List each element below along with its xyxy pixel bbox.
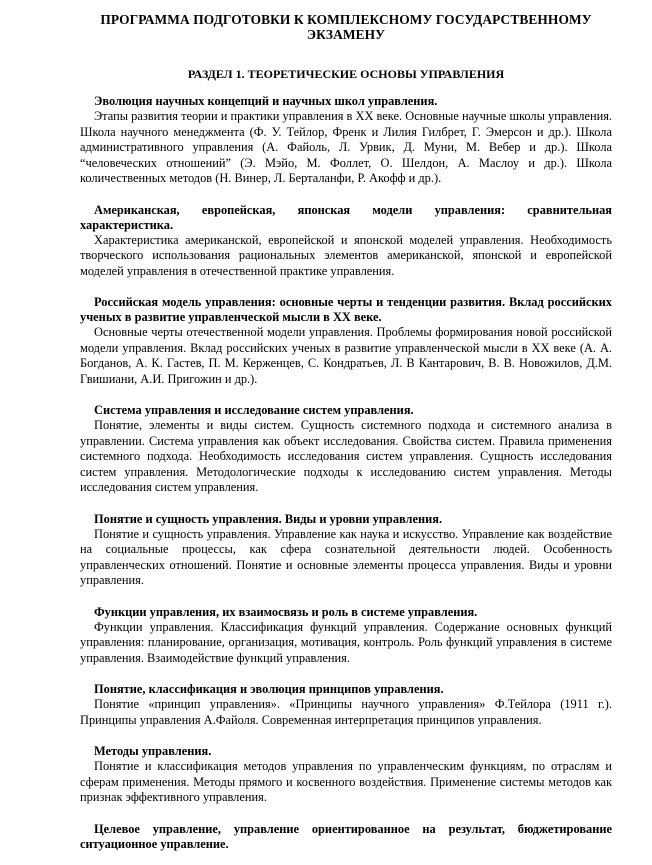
topic-heading: Целевое управление, управление ориентированное на результат, бюджетирование ситуационное управление. [80,821,612,851]
topic-heading: Система управления и исследование систем управления. [94,403,414,417]
topic-body: Характеристика американской, европейской и японской моделей управления. Необходимость творческого использования рациональных элементов американской, японской и европейской моделей управления в отечественной практике управления. [80,232,612,278]
topic-heading: Функции управления, их взаимосвязь и роль в системе управления. [94,604,478,619]
topic-block-models-comparison [80,203,612,280]
document-title: ПРОГРАММА ПОДГОТОВКИ К КОМПЛЕКСНОМУ ГОСУДАРСТВЕННОМУ ЭКЗАМЕНУ [100,12,592,42]
topic-heading: Американская, европейская, японская модели управления: сравнительная характеристика. [80,202,612,232]
topic-block-targeted-management [80,822,612,852]
topic-block-management-functions [80,605,612,667]
topic-heading: Эволюция научных концепций и научных школ управления. [94,94,438,108]
topic-body: Понятие и сущность управления. Управление как наука и искусство. Управление как воздействие на социальные процессы, как сфера сознательной деятельности людей. Особенность управленческих отношений. Понятие и основные элементы процесса управления. Виды и уровни управления. [80,526,612,587]
topic-body: Понятие, элементы и виды систем. Сущность системного подхода и системного анализа в управлении. Система управления как объект исследования. Свойства систем. Правила применения системного подхода. Необходимость исследования систем управления. Сущность исследования систем управления. Методологические подходы к исследованию систем управления. Методы исследования систем управления. [80,418,612,494]
topic-body: Понятие «принцип управления». «Принципы научного управления» Ф.Тейлора (1911 г.). Принципы управления А.Файоля. Современная интерпретация принципов управления. [80,697,612,727]
topic-block-management-systems [80,403,612,496]
topic-heading: Методы управления. [94,744,212,758]
topic-block-evolution [80,94,612,187]
topic-heading: Понятие, классификация и эволюция принципов управления. [94,682,444,696]
section-title: РАЗДЕЛ 1. ТЕОРЕТИЧЕСКИЕ ОСНОВЫ УПРАВЛЕНИЯ [187,67,505,81]
topic-block-russian-model [80,295,612,387]
topic-heading: Понятие и сущность управления. Виды и уровни управления. [94,511,443,526]
topic-block-management-methods [80,744,612,806]
topic-body: Этапы развития теории и практики управления в XX веке. Основные научные школы управления. Школа научного менеджмента (Ф. У. Тейлор, Френк и Лилия Гилбрет, Г. Эмерсон и др.). Школа административного управления (А. Файоль, Л. Урвик, Д. Муни, М. Вебер и др.). Школа “человеческих отношений” (Э. Мэйо, М. Фоллет, О. Шелдон, А. Маслоу и др.). Школа количественных методов (Н. Винер, Л. Берталанфи, Р. Акофф и др.). [80,109,612,185]
topic-block-management-essence [80,512,612,589]
topic-body: Функции управления. Классификация функций управления. Содержание основных функций управления: планирование, организация, мотивация, контроль. Роль функций управления в системе управления. Взаимодействие функций управления. [80,619,612,665]
topic-body: Понятие и классификация методов управления по управленческим функциям, по отраслям и сферам применения. Методы прямого и косвенного воздействия. Применение системы методов как признак эффективного управления. [80,759,612,804]
topic-heading: Российская модель управления: основные черты и тенденции развития. Вклад российских ученых в развитие управленческой мысли в ХХ веке. [80,295,612,324]
topic-block-management-principles [80,682,612,728]
topic-body: Основные черты отечественной модели управления. Проблемы формирования новой российской модели управления. Вклад российских ученых в развитие управленческой мысли в ХХ веке (А. А. Богданов, А. К. Гастев, П. М. Керженцев, С. Кондратьев, Л. В Кантарович, В. В. Новожилов, Д.М. Гвишиани, А.И. Пригожин и др.). [80,325,612,386]
